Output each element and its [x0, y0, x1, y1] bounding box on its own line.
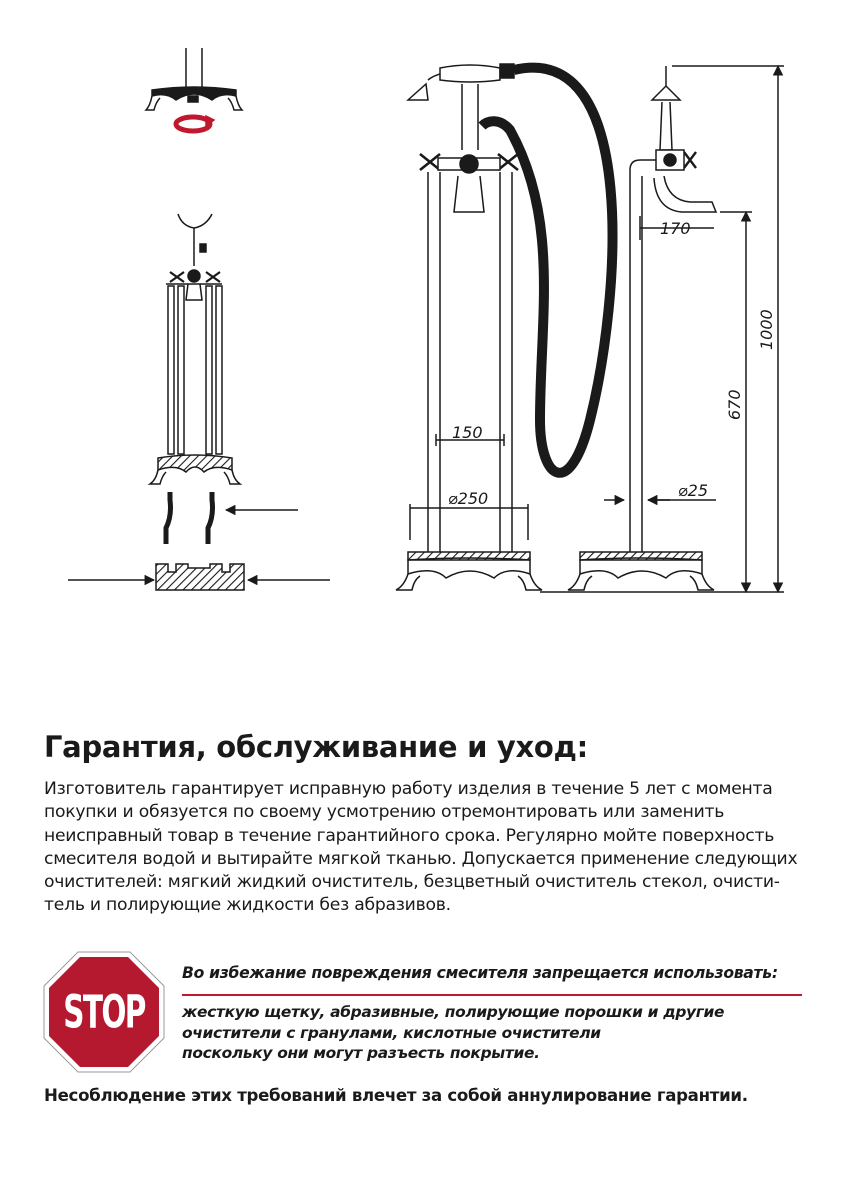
warning-heading: Во избежание повреждения смесителя запрещается использовать: — [182, 964, 778, 982]
warranty-body — [44, 778, 804, 918]
warning-line: жесткую щетку, абразивные, полирующие порошки и другие — [182, 1003, 725, 1021]
warning-line: поскольку они могут разъесть покрытие. — [182, 1044, 540, 1062]
assembly-diagram — [68, 48, 330, 590]
dim-170-label: 170 — [660, 219, 691, 238]
warranty-title: Гарантия, обслуживание и уход: — [44, 730, 588, 764]
side-view-drawing — [540, 66, 784, 592]
stop-sign-label: STOP — [63, 986, 145, 1039]
dim-150-label: 150 — [452, 423, 483, 442]
warning-body — [182, 1002, 802, 1064]
dim-1000-label: 1000 — [757, 309, 776, 350]
warning-line: очистители с гранулами, кислотные очистители — [182, 1023, 601, 1042]
stop-sign-icon — [42, 950, 166, 1074]
wall-section-drawing — [68, 564, 330, 590]
rotate-arrow-icon — [176, 116, 214, 131]
body-line: неисправный товар в течение гарантийного срока. Регулярно мойте поверхность — [44, 825, 775, 846]
body-line: очистителей: мягкий жидкий очиститель, безцветный очиститель стекол, очисти- — [44, 872, 780, 893]
warranty-footer-notice: Несоблюдение этих требований влечет за собой аннулирование гарантии. — [44, 1086, 748, 1105]
faucet-assembly-drawing — [150, 214, 240, 484]
body-line: Изготовитель гарантирует исправную работу изделия в течение 5 лет с момента — [44, 779, 773, 799]
warning-divider — [182, 994, 802, 996]
eccentric-connectors-drawing — [166, 492, 298, 544]
body-line: смесителя водой и вытирайте мягкой тканью. Допускается применение следующих — [44, 848, 798, 869]
dim-25-label: ⌀25 — [678, 481, 708, 500]
dim-670-label: 670 — [725, 389, 744, 420]
body-line: тель и полирующие жидкости без абразивов. — [44, 895, 451, 916]
base-top-drawing — [146, 48, 242, 110]
dim-250-label: ⌀250 — [448, 489, 489, 508]
body-line: покупки и обязуется по своему усмотрению отремонтировать или заменить — [44, 802, 725, 823]
front-view-drawing — [396, 64, 612, 590]
